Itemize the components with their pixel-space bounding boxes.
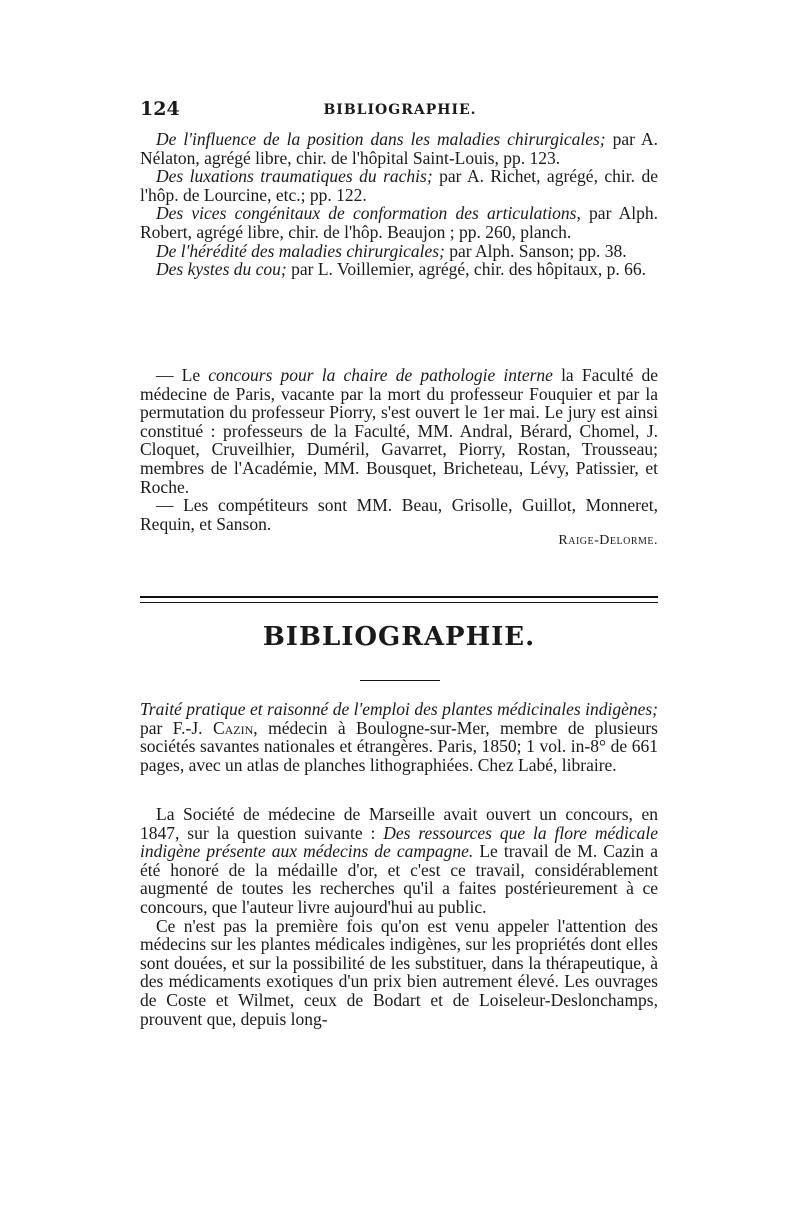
book-citation: Traité pratique et raisonné de l'emploi des plantes médicinales indigènes; par F.-J. Cazin, médecin à Boulogne-sur-Mer, membre de plusieurs sociétés savantes nationales et étrangères. Paris, 1850; 1 vol. in-8° de 661 pages, avec un atlas de planches lithographiées. Chez Labé, libraire. xyxy=(140,699,658,775)
thesis-entry: De l'influence de la position dans les maladies chirurgicales; par A. Nélaton, agrégé libre, chir. de l'hôpital Saint-Louis, pp. 123. xyxy=(140,129,658,168)
review-paragraph: Ce n'est pas la première fois qu'on est venu appeler l'attention des médecins sur les plantes médicales indigènes, sur les propriétés dont elles sont douées, et sur la possibilité de les substituer, dans la thérapeutique, à des médicaments exotiques d'un prix bien autrement élevé. Les ouvrages de Coste et Wilmet, ceux de Bodart et de Loiseleur-Deslonchamps, prouvent que, depuis long- xyxy=(140,915,658,1029)
section-divider xyxy=(140,596,658,598)
thesis-entry: Des luxations traumatiques du rachis; par A. Richet, agrégé, chir. de l'hôp. de Lourcine, etc.; pp. 122. xyxy=(140,166,658,205)
page-number: 124 xyxy=(140,98,180,120)
thesis-entry: De l'hérédité des maladies chirurgicales; par Alph. Sanson; pp. 38. xyxy=(156,240,627,261)
concours-notice xyxy=(140,366,658,549)
thesis-entry: Des vices congénitaux de conformation des articulations, par Alph. Robert, agrégé libre, chir. de l'hôp. Beaujon ; pp. 260, planch. xyxy=(140,203,659,242)
section-title: BIBLIOGRAPHIE. xyxy=(262,622,536,652)
signature: Raige-Delorme. xyxy=(558,533,658,549)
running-head: BIBLIOGRAPHIE. xyxy=(323,102,477,118)
page-header xyxy=(140,98,660,128)
concours-paragraph: — Le concours pour la chaire de pathologie interne la Faculté de médecine de Paris, vacante par la mort du professeur Fouquier et par la permutation du professeur Piorry, s'est ouvert le 1er mai. Le jury est ainsi constitué : professeurs de la Faculté, MM. Andral, Bérard, Chomel, J. Cloquet, Cruveilhier, Duméril, Gavarret, Piorry, Rostan, Trousseau; membres de l'Académie, MM. Bousquet, Bricheteau, Lévy, Patissier, et Roche. xyxy=(140,365,658,497)
competitors-paragraph: — Les compétiteurs sont MM. Beau, Grisolle, Guillot, Monneret, Requin, et Sanson. xyxy=(140,495,658,534)
book-reference xyxy=(140,700,658,774)
review-text xyxy=(140,805,658,1028)
section-divider-thin xyxy=(140,602,658,603)
thesis-entry: Des kystes du cou; par L. Voillemier, agrégé, chir. des hôpitaux, p. 66. xyxy=(156,259,646,280)
title-underline xyxy=(360,680,440,681)
review-paragraph: La Société de médecine de Marseille avait ouvert un concours, en 1847, sur la question suivante : Des ressources que la flore médicale indigène présente aux médecins de campagne. Le travail de M. Cazin a été honoré de la médaille d'or, et c'est ce travail, considérablement augmenté de toutes les recherches qu'il a faites postérieurement à ce concours, que l'auteur livre aujourd'hui au public. xyxy=(140,804,658,917)
thesis-list xyxy=(140,130,658,279)
